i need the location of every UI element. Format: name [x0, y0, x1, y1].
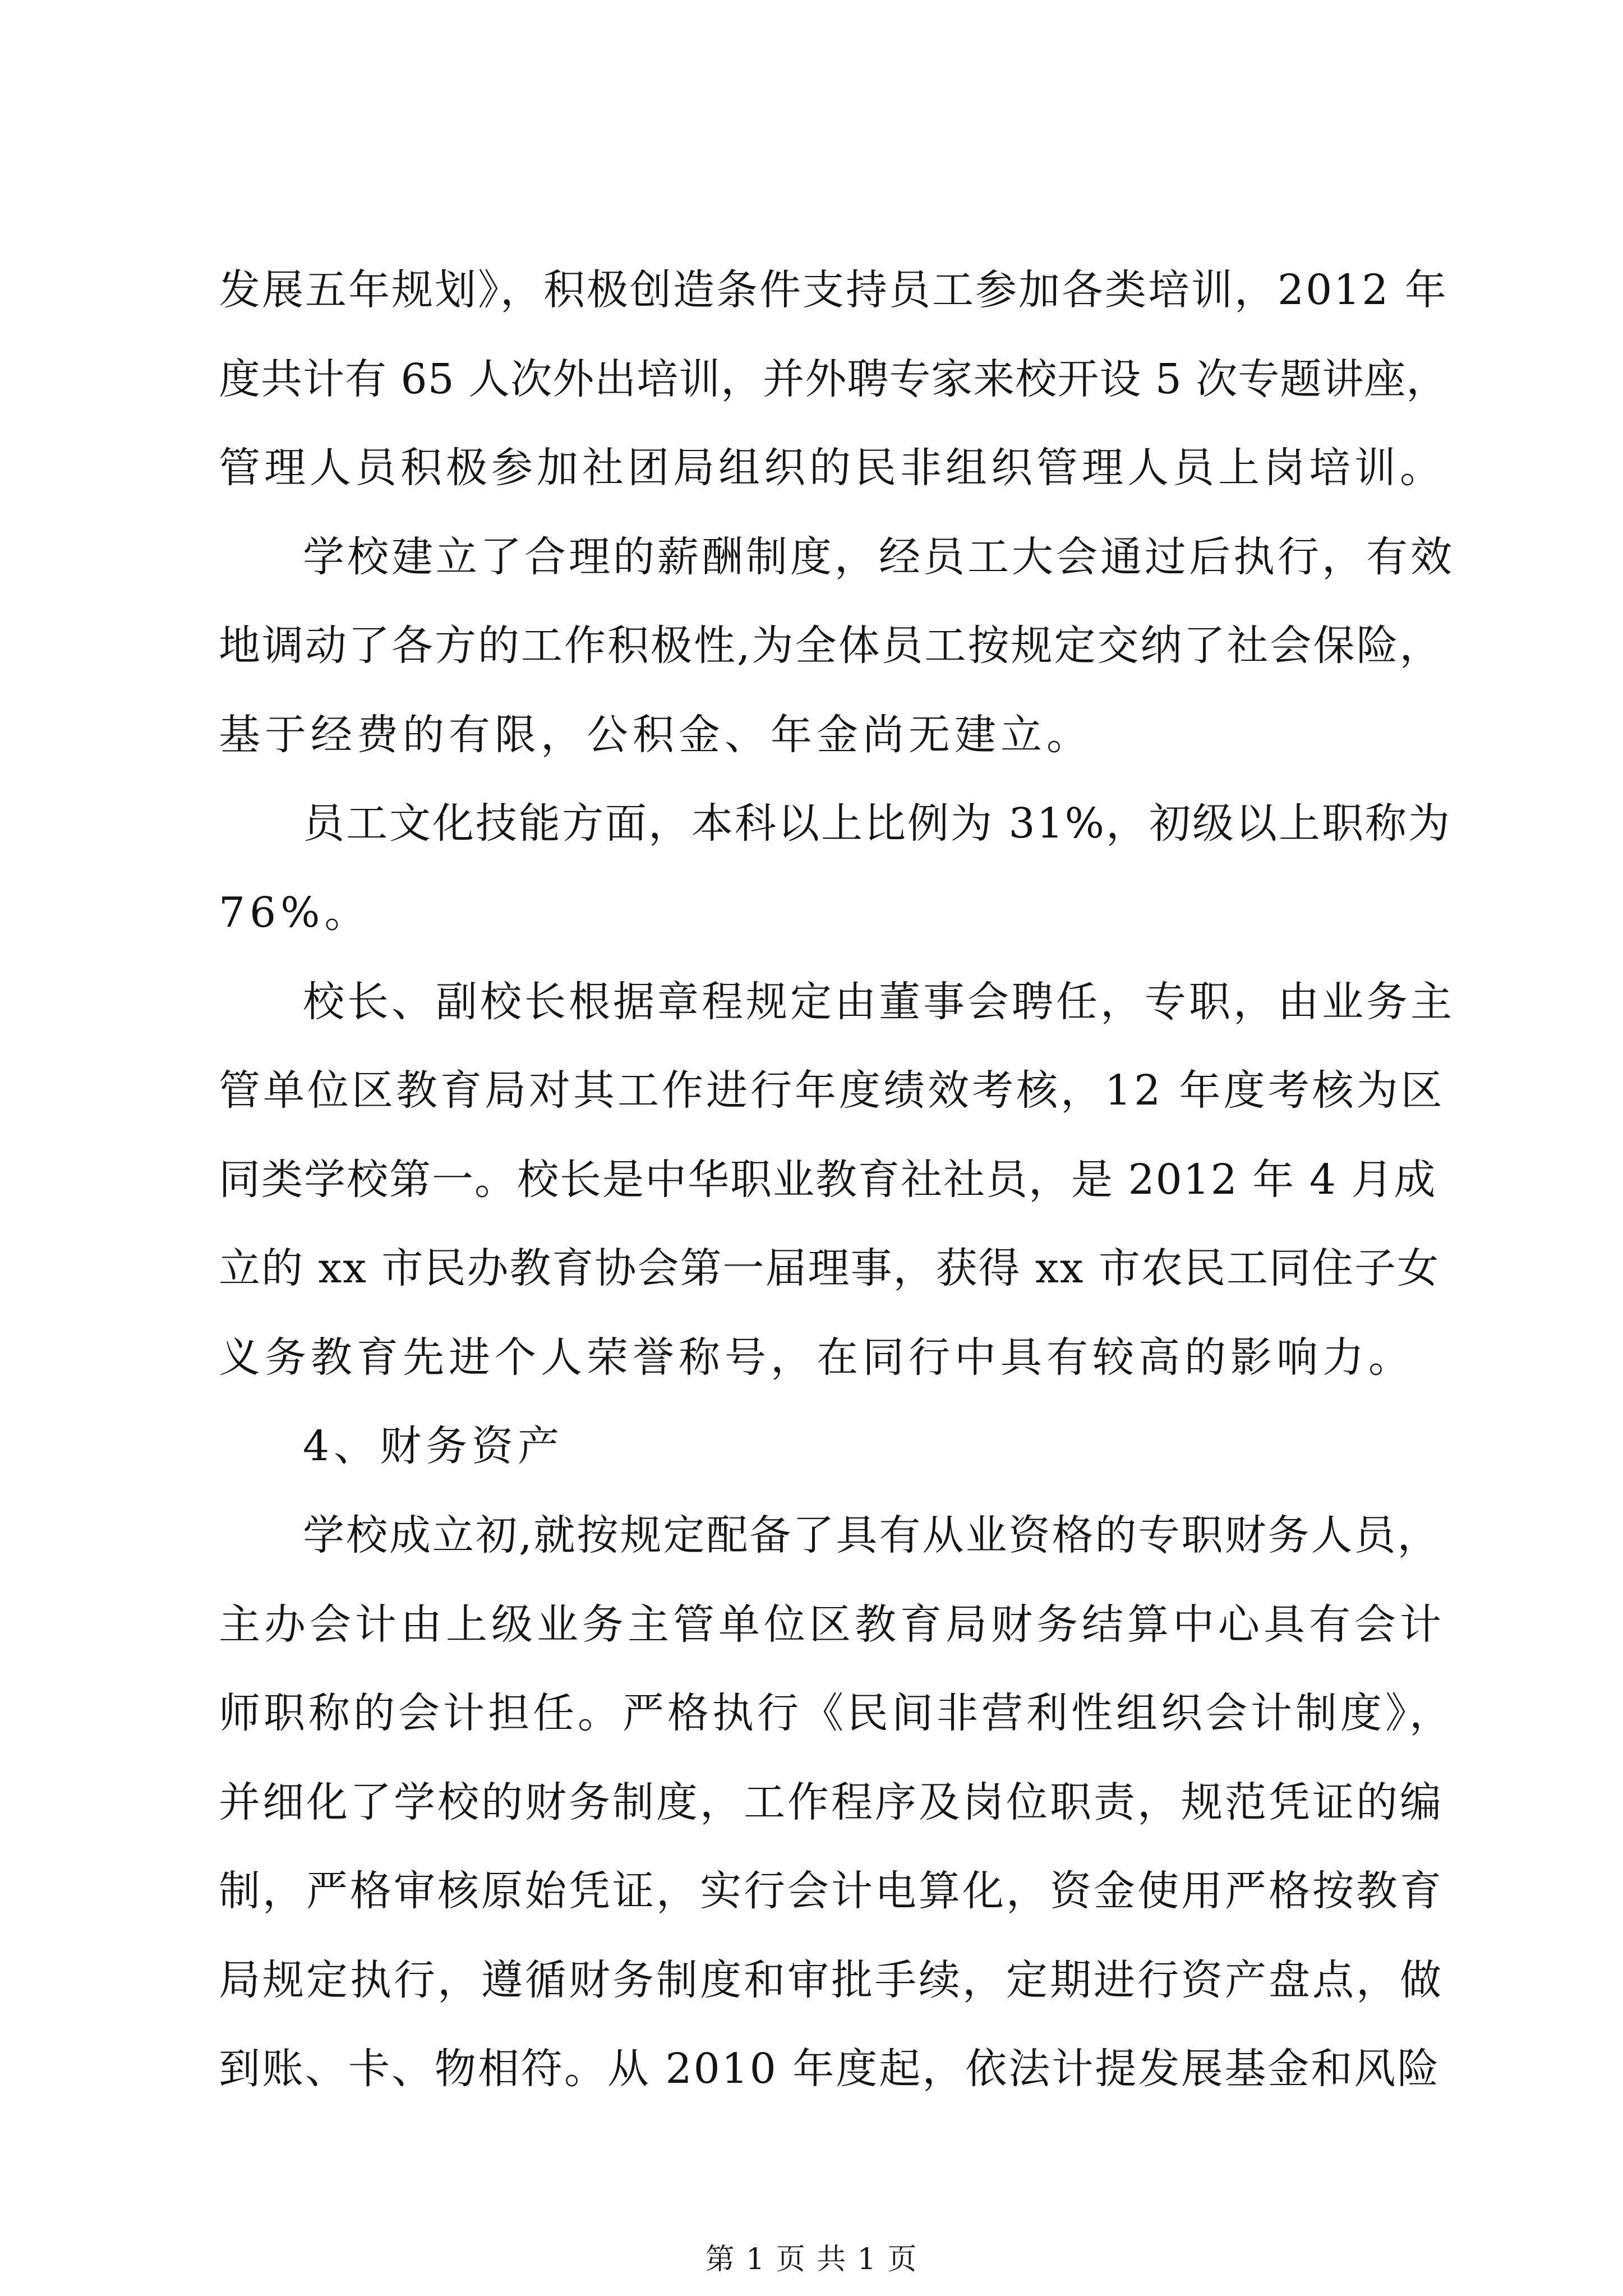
text-line: 师职称的会计担任。严格执行《民间非营利性组织会计制度》，	[219, 1689, 1454, 1737]
page-number-footer: 第 1 页 共 1 页	[705, 2243, 918, 2276]
text-line: 制，严格审核原始凭证，实行会计电算化，资金使用严格按教育	[219, 1867, 1444, 1915]
text-line: 到账、卡、物相符。从 2010 年度起，依法计提发展基金和风险	[219, 2045, 1441, 2093]
text-line: 学校成立初,就按规定配备了具有从业资格的专职财务人员，	[303, 1511, 1441, 1559]
text-line: 地调动了各方的工作积极性,为全体员工按规定交纳了社会保险，	[219, 622, 1443, 670]
section-heading: 4、财务资产	[303, 1422, 564, 1470]
text-line: 局规定执行，遵循财务制度和审批手续，定期进行资产盘点，做	[219, 1956, 1444, 2004]
text-line: 度共计有 65 人次外出培训，并外聘专家来校开设 5 次专题讲座，	[219, 355, 1449, 403]
text-line: 管单位区教育局对其工作进行年度绩效考核，12 年度考核为区	[219, 1066, 1445, 1115]
text-line: 员工文化技能方面，本科以上比例为 31%，初级以上职称为	[303, 799, 1451, 848]
text-line: 校长、副校长根据章程规定由董事会聘任，专职，由业务主	[303, 978, 1455, 1026]
text-line: 同类学校第一。校长是中华职业教育社社员，是 2012 年 4 月成	[219, 1156, 1437, 1204]
text-line: 立的 xx 市民办教育协会第一届理事，获得 xx 市农民工同住子女	[219, 1244, 1440, 1292]
text-line: 主办会计由上级业务主管单位区教育局财务结算中心具有会计	[219, 1600, 1445, 1649]
text-line: 义务教育先进个人荣誉称号，在同行中具有较高的影响力。	[219, 1333, 1414, 1382]
text-line: 管理人员积极参加社团局组织的民非组织管理人员上岗培训。	[219, 444, 1445, 492]
text-line: 并细化了学校的财务制度，工作程序及岗位职责，规范凭证的编	[219, 1778, 1444, 1826]
text-line: 学校建立了合理的薪酬制度，经员工大会通过后执行，有效	[303, 533, 1455, 581]
text-line: 76%。	[219, 889, 371, 937]
text-line: 发展五年规划》，积极创造条件支持员工参加各类培训，2012 年	[219, 266, 1448, 314]
text-line: 基于经费的有限，公积金、年金尚无建立。	[219, 711, 1092, 759]
